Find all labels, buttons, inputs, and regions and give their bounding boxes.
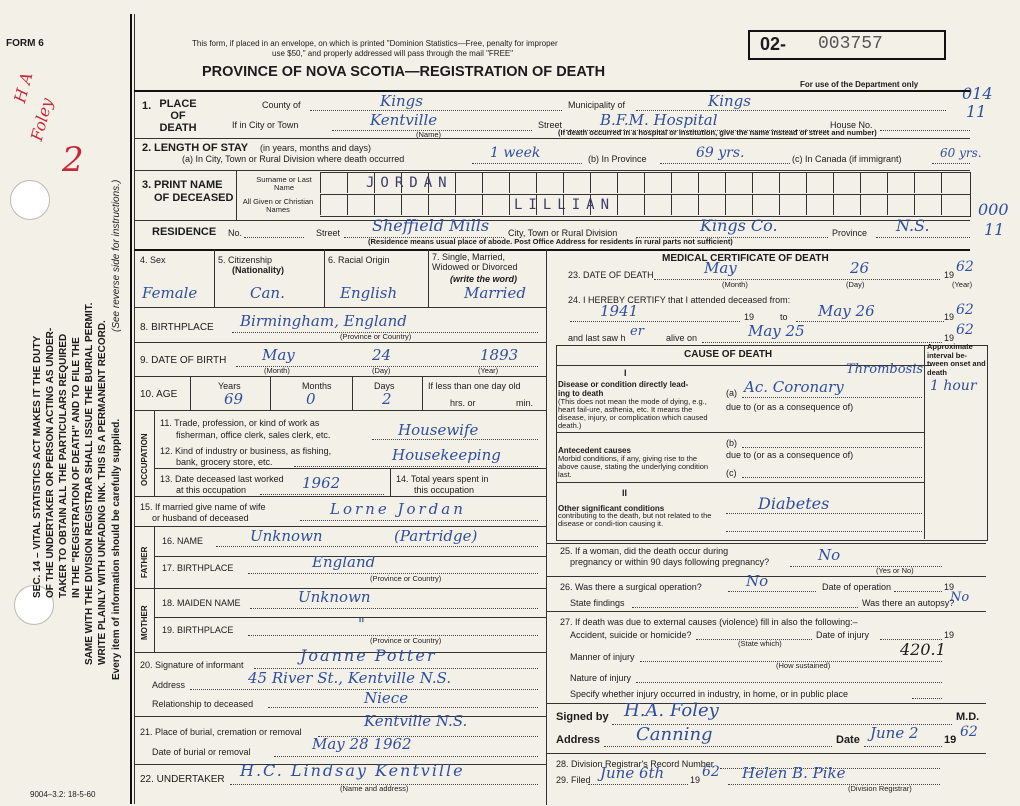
stay-a-label: (a) In City, Town or Rural Division where death occurred — [182, 154, 405, 164]
letter-box — [509, 173, 537, 193]
autopsy-label: Was there an autopsy? — [862, 598, 955, 608]
q27-label: 27. If death was due to external causes (violence) fill in also the following:– — [560, 617, 858, 627]
department-use-label: For use of the Department only — [800, 80, 919, 89]
other-value: Diabetes — [758, 494, 830, 513]
alive-label: alive on — [666, 333, 698, 343]
relationship-label: Relationship to deceased — [152, 699, 254, 709]
side-notice-line8: (See reverse side for instructions.) — [111, 179, 122, 332]
sex-label: 4. Sex — [140, 255, 166, 265]
father-birthplace-label: 17. BIRTHPLACE — [162, 563, 234, 573]
dob-year-sublabel: (Year) — [478, 366, 499, 375]
house-label: House No. — [830, 120, 873, 130]
burial-place-label: 21. Place of burial, cremation or removal — [140, 727, 302, 737]
cause-b-label: (b) — [726, 438, 737, 448]
signed-value: H.A. Foley — [624, 700, 719, 721]
dod-month: May — [704, 259, 737, 277]
side-notice-line2: OF THE UNDERTAKER OR PERSON ACTING AS UNDER- — [45, 327, 56, 598]
signature-date-value: June 2 — [870, 724, 919, 742]
stay-c-label: (c) In Canada (if immigrant) — [792, 154, 902, 164]
injury-date-19: 19 — [944, 630, 955, 640]
municipality-label: Municipality of — [568, 100, 626, 110]
attend-from-19: 19 — [744, 312, 755, 322]
letter-box — [752, 195, 780, 215]
antecedent-label: Antecedent causes — [558, 446, 631, 455]
side-notice-line3: TAKER TO OBTAIN ALL THE PARTICULARS REQUIRED — [58, 333, 69, 598]
cause-a-extra: Thrombosis — [846, 362, 924, 377]
lastworked-label-1: 13. Date deceased last worked — [160, 474, 284, 484]
letter-box — [725, 195, 753, 215]
age-label: 10. AGE — [140, 389, 178, 400]
letter-box — [320, 195, 348, 215]
letter-box — [698, 173, 726, 193]
other-label: Other significant conditions — [558, 504, 665, 513]
cause-b-due: due to (or as a consequence of) — [726, 450, 854, 460]
occupation-side-label: OCCUPATION — [140, 433, 149, 486]
informant-address-value: 45 River St., Kentville N.S. — [248, 669, 452, 687]
filed-19: 19 — [690, 775, 701, 785]
signature-date-label: Date — [836, 734, 860, 746]
letter-box — [860, 173, 888, 193]
name-label-2: OF DECEASED — [154, 192, 234, 204]
trade-label-2: fisherman, office clerk, sales clerk, etc. — [176, 430, 331, 440]
signature-address-value: Canning — [636, 724, 713, 745]
cause-a-value: Ac. Coronary — [744, 378, 844, 396]
state-which-label: (State which) — [738, 639, 782, 648]
registration-number: 003757 — [818, 34, 883, 54]
letter-box — [779, 173, 807, 193]
medical-title: MEDICAL CERTIFICATE OF DEATH — [662, 253, 829, 264]
letter-box — [563, 173, 591, 193]
mother-maiden-value: Unknown — [298, 588, 371, 606]
residence-city-value: Kings Co. — [700, 216, 778, 235]
signature-date-year: 62 — [960, 724, 978, 740]
dept-code-4: 11 — [984, 220, 1005, 239]
letter-box — [455, 173, 483, 193]
form-left-rule — [130, 14, 132, 804]
letter-box — [617, 195, 645, 215]
letter-box — [887, 173, 915, 193]
margin-note-name: Foley — [26, 96, 57, 143]
punch-hole-top — [10, 180, 50, 220]
spouse-label-1: 15. If married give name of wife — [140, 502, 266, 512]
letter-box — [887, 195, 915, 215]
other-note: contributing to the death, but not related to the disease or condi-tion causing it. — [558, 511, 712, 528]
place-number: 1. — [142, 100, 152, 112]
relationship-value: Niece — [364, 689, 409, 707]
stay-c-value: 60 yrs. — [940, 146, 982, 160]
attend-to-19: 19 — [944, 312, 955, 322]
dod-label: 23. DATE OF DEATH — [568, 270, 654, 280]
attend-to-year: 62 — [956, 302, 974, 318]
city-value: Kentville — [370, 111, 438, 129]
age-min-label: min. — [516, 398, 534, 408]
form-title: PROVINCE OF NOVA SCOTIA—REGISTRATION OF DEATH — [202, 64, 606, 80]
letter-box — [671, 173, 699, 193]
letter-box — [752, 173, 780, 193]
alive-date: May 25 — [748, 322, 805, 340]
lastsaw-label: and last saw h — [568, 333, 626, 343]
county-label: County of — [262, 100, 301, 110]
antecedent-note: Morbid conditions, if any, giving rise to the above cause, stating the underlying condition last. — [558, 454, 709, 479]
alive-19: 19 — [944, 333, 955, 343]
letter-box — [860, 195, 888, 215]
form-left-rule-inner — [134, 14, 135, 804]
given-name-label: All Given or Christian Names — [242, 197, 314, 214]
mail-notice-line1: This form, if placed in an envelope, on which is printed "Dominion Statistics—Free, penalty for improper — [192, 39, 558, 48]
mother-birthplace-value: " — [358, 615, 365, 633]
burial-date-label: Date of burial or removal — [152, 747, 251, 757]
city-name-sublabel: (Name) — [416, 130, 442, 139]
citizenship-value: Can. — [250, 284, 285, 302]
industry-value: Housekeeping — [392, 446, 501, 464]
birthplace-sublabel: (Province or Country) — [340, 332, 412, 341]
q26-label: 26. Was there a surgical operation? — [560, 582, 702, 592]
interval-label: Approximate interval be-tween onset and death — [927, 342, 986, 377]
father-name-label: 16. NAME — [162, 536, 204, 546]
cause-title: CAUSE OF DEATH — [684, 349, 773, 360]
stay-units: (in years, months and days) — [260, 143, 372, 153]
residence-city-label: City, Town or Rural Division — [508, 228, 618, 238]
father-name-extra: (Partridge) — [394, 527, 478, 545]
lastworked-label-2: at this occupation — [176, 485, 247, 495]
letter-box — [725, 173, 753, 193]
age-months-value: 0 — [306, 390, 316, 408]
attend-label: 24. I HEREBY CERTIFY that I attended deceased from: — [568, 295, 791, 305]
side-notice-line4: IN THE "REGISTRATION OF DEATH" AND TO FILE THE — [71, 337, 82, 598]
industry-label-2: bank, grocery store, etc. — [176, 457, 273, 467]
industry-label-1: 12. Kind of industry or business, as fishing, — [160, 446, 332, 456]
letter-box — [941, 195, 969, 215]
how-sustained-label: (How sustained) — [776, 661, 831, 670]
letter-box — [401, 195, 429, 215]
registrar-value: Helen B. Pike — [742, 764, 846, 782]
letter-box — [833, 173, 861, 193]
q25-value: No — [818, 546, 841, 564]
margin-note-number: 2 — [62, 140, 84, 180]
county-value: Kings — [380, 92, 423, 110]
mother-birthplace-label: 19. BIRTHPLACE — [162, 625, 234, 635]
q29-label: 29. Filed — [556, 775, 591, 785]
spouse-value: Lorne Jordan — [330, 500, 466, 518]
name-number: 3. — [142, 179, 152, 191]
letter-box — [482, 195, 510, 215]
undertaker-value: H.C. Lindsay Kentville — [240, 761, 465, 780]
marital-label: 7. Single, Married, Widowed or Divorced — [432, 252, 518, 272]
registrar-sublabel: (Division Registrar) — [848, 784, 912, 793]
stay-b-label: (b) In Province — [588, 154, 647, 164]
father-birthplace-value: England — [312, 553, 376, 571]
injury-date-label: Date of injury — [816, 630, 870, 640]
dob-day-sublabel: (Day) — [372, 366, 391, 375]
letter-box — [590, 173, 618, 193]
disease-label: Disease or condition directly lead-ing to death — [558, 380, 689, 398]
undertaker-sublabel: (Name and address) — [340, 784, 409, 793]
city-label: If in City or Town — [232, 120, 299, 130]
dept-code-3: 000 — [978, 200, 1009, 219]
attend-from-value: 1941 — [600, 302, 639, 320]
undertaker-label: 22. UNDERTAKER — [140, 774, 225, 785]
side-notice-line5: SAME WITH THE DIVISION REGISTRAR SHALL ISSUE THE BURIAL PERMIT. — [84, 302, 95, 665]
registration-prefix: 02- — [760, 34, 787, 54]
letter-box — [644, 195, 672, 215]
residence-street-label: Street — [316, 228, 341, 238]
letter-box — [833, 195, 861, 215]
dob-month-sublabel: (Month) — [264, 366, 290, 375]
cause-a-interval: 1 hour — [930, 378, 977, 394]
trade-label-1: 11. Trade, profession, or kind of work as — [160, 418, 320, 428]
filed-year: 62 — [702, 764, 720, 780]
citizenship-label: 5. Citizenship — [218, 255, 273, 265]
dod-year: 62 — [956, 259, 974, 275]
alive-year: 62 — [956, 322, 974, 338]
municipality-value: Kings — [708, 92, 751, 110]
father-name-value: Unknown — [250, 527, 323, 545]
age-days-label: Days — [374, 381, 395, 391]
racial-value: English — [340, 284, 398, 302]
birthplace-value: Birmingham, England — [240, 312, 407, 330]
mail-notice-line2: use $50," and properly addressed will pass through the mail "FREE" — [272, 49, 514, 58]
letter-box — [698, 195, 726, 215]
letter-box — [914, 195, 942, 215]
lastworked-value: 1962 — [302, 474, 341, 492]
letter-box — [806, 173, 834, 193]
letter-box — [428, 195, 456, 215]
letter-box — [644, 173, 672, 193]
surname-label: Surname or Last Name — [256, 175, 312, 192]
letter-box — [482, 173, 510, 193]
side-notice-line6: WRITE PLAINLY WITH UNFADING INK. THIS IS A PERMANENT RECORD. — [97, 320, 108, 665]
mother-side-label: MOTHER — [140, 605, 149, 640]
age-months-label: Months — [302, 381, 332, 391]
q28-label: 28. Division Registrar's Record Number — [556, 759, 714, 769]
dod-century: 19 — [944, 270, 955, 280]
specify-label: Specify whether injury occurred in industry, in home, or in public place — [570, 689, 848, 699]
father-side-label: FATHER — [140, 546, 149, 578]
q25-label-2: pregnancy or within 90 days following pregnancy? — [570, 557, 770, 567]
autopsy-value: No — [950, 590, 970, 605]
racial-label: 6. Racial Origin — [328, 255, 390, 265]
manner-code: 420.1 — [900, 640, 946, 659]
mother-maiden-label: 18. MAIDEN NAME — [162, 598, 241, 608]
roman-two: II — [622, 488, 628, 498]
informant-sig-value: Joanne Potter — [300, 646, 437, 665]
burial-date-value: May 28 1962 — [312, 735, 412, 753]
side-notice-line1: SEC. 14 – VITAL STATISTICS ACT MAKES IT THE DUTY — [32, 335, 43, 598]
residence-street-value: Sheffield Mills — [372, 216, 490, 235]
stay-label: LENGTH OF STAY — [154, 142, 249, 154]
margin-note-initials: H A — [10, 70, 37, 105]
side-notice-line7: Every item of information should be carefully supplied. — [111, 418, 122, 680]
lastsaw-pronoun: er — [630, 324, 644, 339]
stay-a-value: 1 week — [490, 145, 541, 161]
cause-a-label: (a) — [726, 388, 737, 398]
dob-day: 24 — [372, 346, 392, 364]
years-spent-label-1: 14. Total years spent in — [396, 474, 489, 484]
operation-date-19: 19 — [944, 582, 955, 592]
cause-c-label: (c) — [726, 468, 737, 478]
residence-province-value: N.S. — [896, 216, 930, 235]
stay-b-value: 69 yrs. — [696, 145, 745, 161]
age-days-value: 2 — [382, 390, 392, 408]
residence-note: (Residence means usual place of abode. Post Office Address for residents in rural parts not sufficient) — [368, 237, 733, 246]
residence-province-label: Province — [832, 228, 868, 238]
q26-value: No — [746, 572, 769, 590]
dob-label: 9. DATE OF BIRTH — [140, 355, 227, 366]
hospital-note: (If death occurred in a hospital or institution, give the name instead of street and number) — [558, 128, 877, 137]
birthplace-label: 8. BIRTHPLACE — [140, 322, 214, 333]
letter-box — [779, 195, 807, 215]
place-label: PLACE OF DEATH — [159, 98, 197, 134]
operation-date-label: Date of operation — [822, 582, 892, 592]
manner-label: Manner of injury — [570, 652, 635, 662]
filed-value: June 6th — [600, 764, 665, 782]
trade-value: Housewife — [398, 421, 479, 439]
street-value: B.F.M. Hospital — [600, 111, 718, 129]
residence-label: RESIDENCE — [152, 226, 217, 238]
attend-to-label: to — [780, 312, 788, 322]
stay-number: 2. — [142, 142, 152, 154]
spouse-label-2: or husband of deceased — [152, 513, 249, 523]
citizenship-sublabel: (Nationality) — [232, 265, 285, 275]
letter-box — [806, 195, 834, 215]
dod-month-sublabel: (Month) — [722, 280, 748, 289]
letter-box — [374, 195, 402, 215]
md-label: M.D. — [956, 711, 980, 723]
letter-box — [455, 195, 483, 215]
given-name-value: LILLIAN — [514, 197, 616, 213]
disease-note: (This does not mean the mode of dying, e.g., heart fail-ure, asthenia, etc. It means the disease, injury, or complication which caused death.) — [558, 397, 708, 430]
marital-sublabel: (write the word) — [450, 274, 517, 284]
informant-sig-label: 20. Signature of informant — [140, 660, 244, 670]
burial-place-value: Kentville N.S. — [364, 712, 468, 730]
findings-label: State findings — [570, 598, 625, 608]
age-lessday-label: If less than one day old — [428, 381, 521, 391]
years-spent-label-2: this occupation — [414, 485, 475, 495]
dept-code-1: 014 — [962, 84, 993, 103]
header-rule — [134, 90, 970, 92]
letter-box — [536, 173, 564, 193]
signature-address-label: Address — [556, 734, 601, 746]
marital-value: Married — [464, 284, 526, 302]
age-years-value: 69 — [224, 390, 244, 408]
street-label: Street — [538, 120, 563, 130]
nature-label: Nature of injury — [570, 673, 632, 683]
letter-box — [347, 195, 375, 215]
footer-code: 9004–3.2: 18-5-60 — [30, 790, 96, 799]
letter-box — [671, 195, 699, 215]
father-birthplace-sublabel: (Province or Country) — [370, 574, 442, 583]
letter-box — [617, 173, 645, 193]
center-divider — [546, 249, 547, 805]
mother-birthplace-sublabel: (Province or Country) — [370, 636, 442, 645]
attend-to-date: May 26 — [818, 302, 875, 320]
roman-one: I — [624, 368, 627, 378]
dod-year-sublabel: (Year) — [952, 280, 973, 289]
given-name-boxes — [320, 194, 971, 217]
dob-month: May — [262, 346, 295, 364]
signature-date-19: 19 — [944, 734, 957, 746]
dob-year: 1893 — [480, 346, 519, 364]
residence-no-label: No. — [228, 228, 243, 238]
accident-label: Accident, suicide or homicide? — [570, 630, 692, 640]
informant-address-label: Address — [152, 680, 186, 690]
sex-value: Female — [142, 284, 198, 302]
dept-code-2: 11 — [966, 102, 987, 121]
q25-label-1: 25. If a woman, did the death occur during — [560, 546, 729, 556]
form-number: FORM 6 — [6, 38, 44, 49]
cause-a-due: due to (or as a consequence of) — [726, 402, 854, 412]
dod-day-sublabel: (Day) — [846, 280, 865, 289]
letter-box — [914, 173, 942, 193]
q25-yesno: (Yes or No) — [876, 566, 914, 575]
signed-label: Signed by — [556, 711, 609, 723]
age-years-label: Years — [218, 381, 241, 391]
age-hrs-label: hrs. or — [450, 398, 476, 408]
letter-box — [320, 173, 348, 193]
surname-value: JORDAN — [366, 175, 453, 191]
letter-box — [941, 173, 969, 193]
dod-day: 26 — [850, 259, 870, 277]
name-label-1: PRINT NAME — [154, 179, 223, 191]
